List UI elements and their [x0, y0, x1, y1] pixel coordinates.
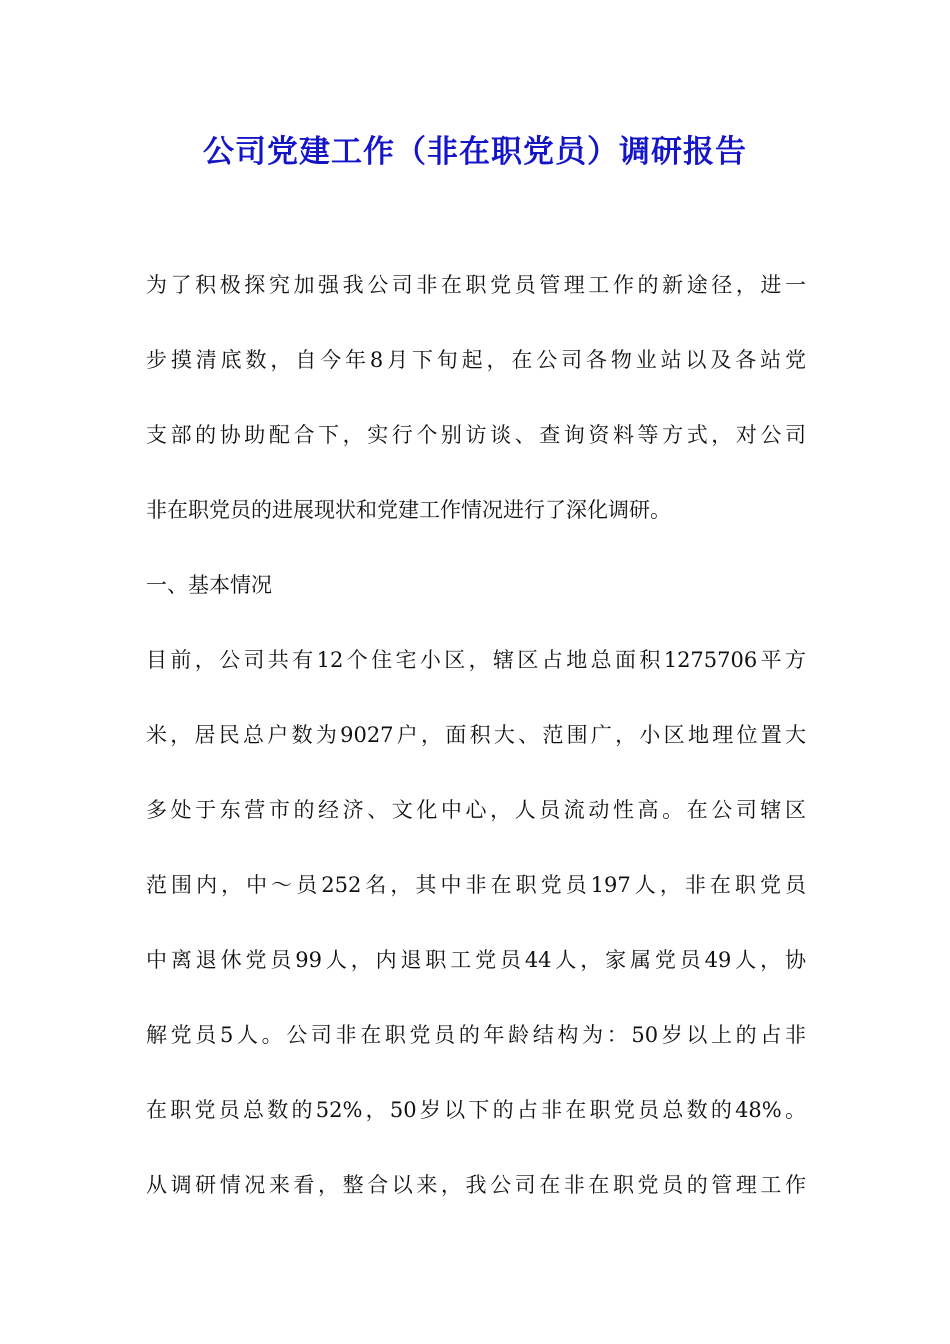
- document-title: 公司党建工作（非在职党员）调研报告: [203, 134, 747, 170]
- paragraph-line: 中离退休党员99人，内退职工党员44人，家属党员49人，协: [146, 948, 806, 972]
- paragraph-line: 非在职党员的进展现状和党建工作情况进行了深化调研。: [146, 498, 671, 522]
- paragraph-line: 步摸清底数，自今年8月下旬起，在公司各物业站以及各站党: [146, 348, 806, 372]
- paragraph-line: 支部的协助配合下，实行个别访谈、查询资料等方式，对公司: [146, 423, 806, 447]
- paragraph-line: 解党员5人。公司非在职党员的年龄结构为：50岁以上的占非: [146, 1023, 806, 1047]
- section-heading: 一、基本情况: [146, 573, 272, 597]
- paragraph-line: 米，居民总户数为9027户，面积大、范围广，小区地理位置大: [146, 723, 806, 747]
- paragraph-line: 在职党员总数的52%，50岁以下的占非在职党员总数的48%。: [146, 1098, 806, 1122]
- paragraph-line: 为了积极探究加强我公司非在职党员管理工作的新途径，进一: [146, 273, 806, 297]
- paragraph-line: 从调研情况来看，整合以来，我公司在非在职党员的管理工作: [146, 1173, 806, 1197]
- paragraph-line: 范围内，中～员252名，其中非在职党员197人，非在职党员: [146, 873, 806, 897]
- paragraph-line: 目前，公司共有12个住宅小区，辖区占地总面积1275706平方: [146, 648, 806, 672]
- paragraph-line: 多处于东营市的经济、文化中心，人员流动性高。在公司辖区: [146, 798, 806, 822]
